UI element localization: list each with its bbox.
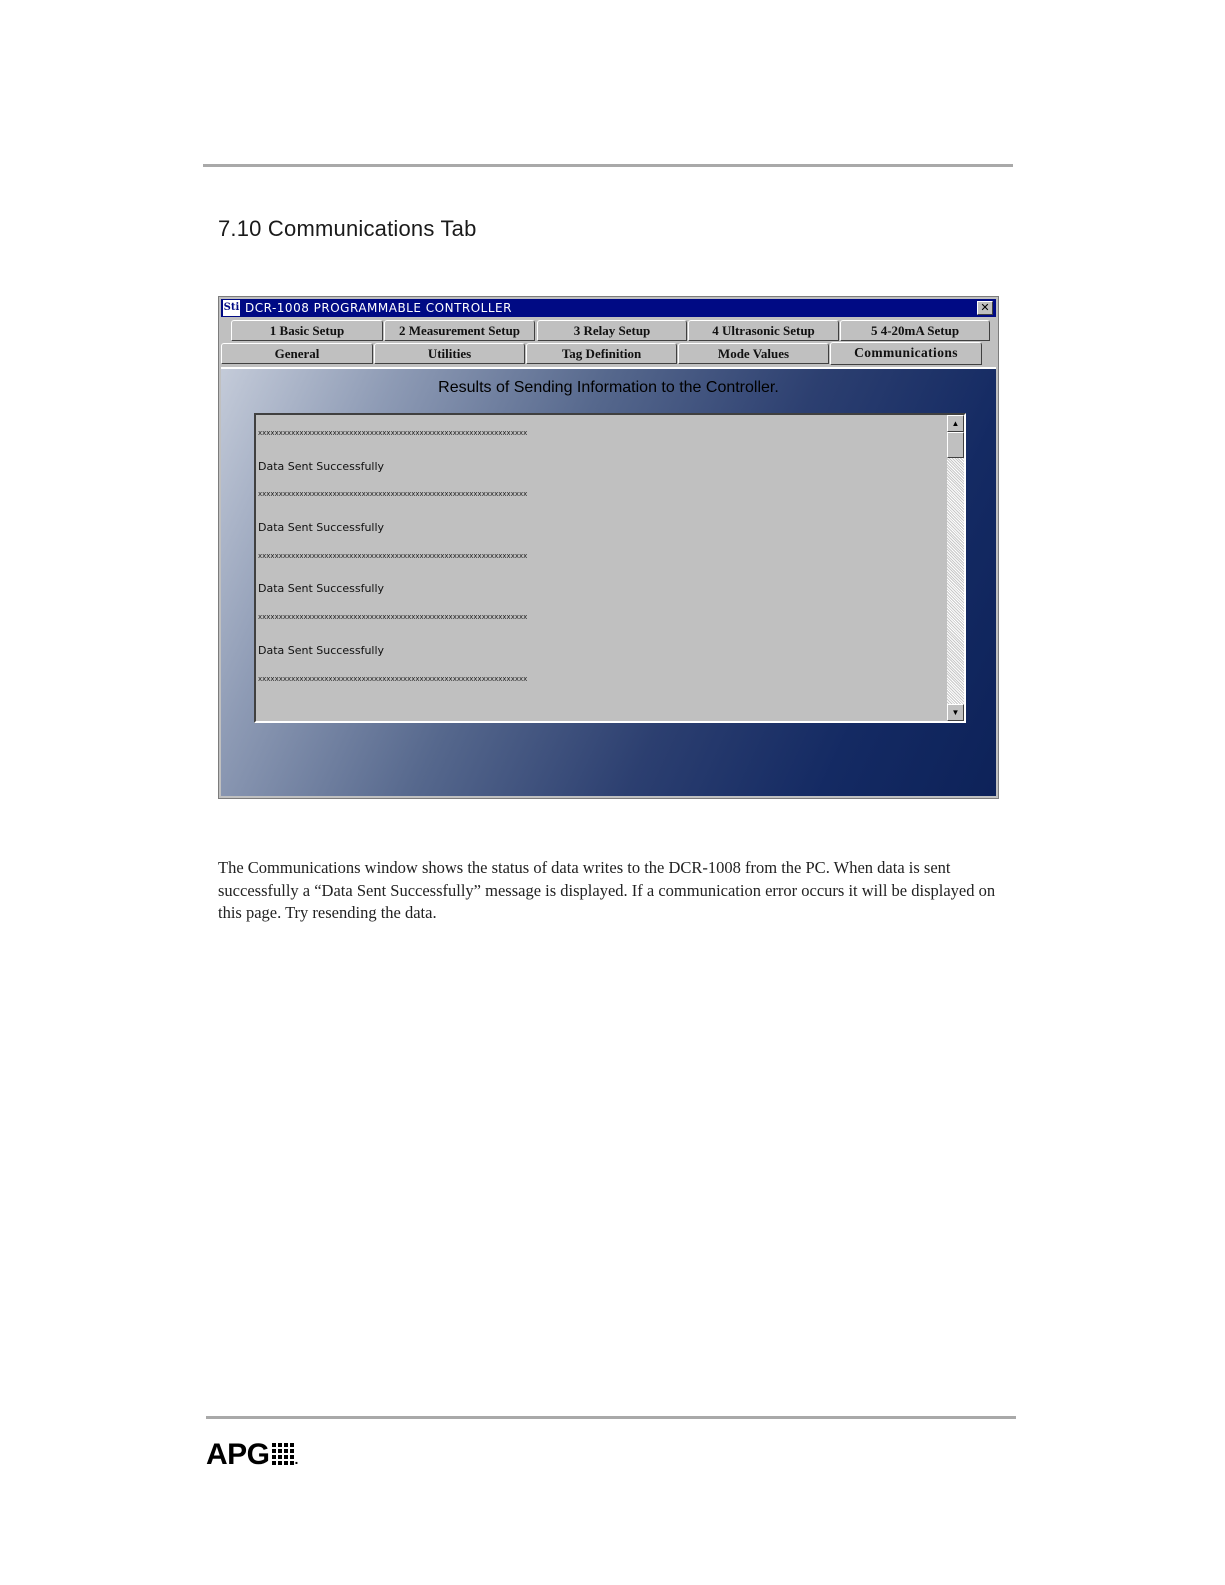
- log-message: Data Sent Successfully: [258, 643, 385, 657]
- scroll-up-arrow-icon[interactable]: ▲: [947, 415, 964, 432]
- tab-tag-definition[interactable]: Tag Definition: [526, 343, 677, 364]
- log-separator: xxxxxxxxxxxxxxxxxxxxxxxxxxxxxxxxxxxxxxxxxxxxxxxxxxxxxxxxxxxxxxxxx: [258, 613, 528, 622]
- tab-4-20ma-setup[interactable]: 5 4-20mA Setup: [840, 320, 990, 341]
- tab-measurement-setup[interactable]: 2 Measurement Setup: [384, 320, 535, 341]
- tab-mode-values[interactable]: Mode Values: [678, 343, 829, 364]
- scroll-down-arrow-icon[interactable]: ▼: [947, 704, 964, 721]
- log-separator: xxxxxxxxxxxxxxxxxxxxxxxxxxxxxxxxxxxxxxxxxxxxxxxxxxxxxxxxxxxxxxxxx: [258, 429, 528, 437]
- apg-logo-text: APG: [206, 1438, 270, 1471]
- tab-communications[interactable]: Communications: [830, 342, 982, 365]
- apg-dot-icon: .: [294, 1451, 298, 1467]
- tab-relay-setup[interactable]: 3 Relay Setup: [537, 320, 687, 341]
- description-paragraph: The Communications window shows the status of data writes to the DCR-1008 from the PC. When data is sent successfully a “Data Sent Successfully” message is displayed. If a communication error occurs it will be displayed on this page. Try resending the data.: [218, 858, 996, 922]
- communications-panel: [221, 367, 996, 796]
- log-message: Data Sent Successfully: [258, 521, 385, 535]
- scroll-thumb[interactable]: [947, 432, 964, 458]
- tab-row-general: [219, 341, 998, 364]
- app-logo-icon: Sti: [223, 300, 240, 316]
- results-heading: Results of Sending Information to the Controller.: [438, 379, 779, 396]
- log-scrollbar[interactable]: [947, 415, 964, 721]
- section-heading: 7.10 Communications Tab: [218, 216, 477, 241]
- tab-general[interactable]: General: [221, 343, 373, 364]
- apg-grid-icon: [272, 1442, 295, 1465]
- close-button[interactable]: ✕: [977, 301, 993, 315]
- log-message: Data Sent Successfully: [258, 459, 385, 473]
- tab-utilities[interactable]: Utilities: [374, 343, 525, 364]
- title-bar: [221, 299, 996, 317]
- tab-ultrasonic-setup[interactable]: 4 Ultrasonic Setup: [688, 320, 839, 341]
- app-window: [218, 296, 999, 799]
- bottom-rule: [206, 1416, 1016, 1419]
- tab-row-setup: [219, 318, 998, 341]
- log-separator: xxxxxxxxxxxxxxxxxxxxxxxxxxxxxxxxxxxxxxxxxxxxxxxxxxxxxxxxxxxxxxxxx: [258, 490, 528, 499]
- log-lines: [258, 429, 938, 705]
- top-rule: [203, 164, 1013, 167]
- tab-basic-setup[interactable]: 1 Basic Setup: [231, 320, 383, 341]
- results-log[interactable]: [254, 413, 966, 723]
- log-separator: xxxxxxxxxxxxxxxxxxxxxxxxxxxxxxxxxxxxxxxxxxxxxxxxxxxxxxxxxxxxxxxxx: [258, 674, 528, 683]
- apg-logo: [206, 1438, 298, 1472]
- log-message: Data Sent Successfully: [258, 582, 385, 596]
- window-title: DCR-1008 PROGRAMMABLE CONTROLLER: [245, 301, 512, 315]
- log-separator: xxxxxxxxxxxxxxxxxxxxxxxxxxxxxxxxxxxxxxxxxxxxxxxxxxxxxxxxxxxxxxxxx: [258, 551, 528, 560]
